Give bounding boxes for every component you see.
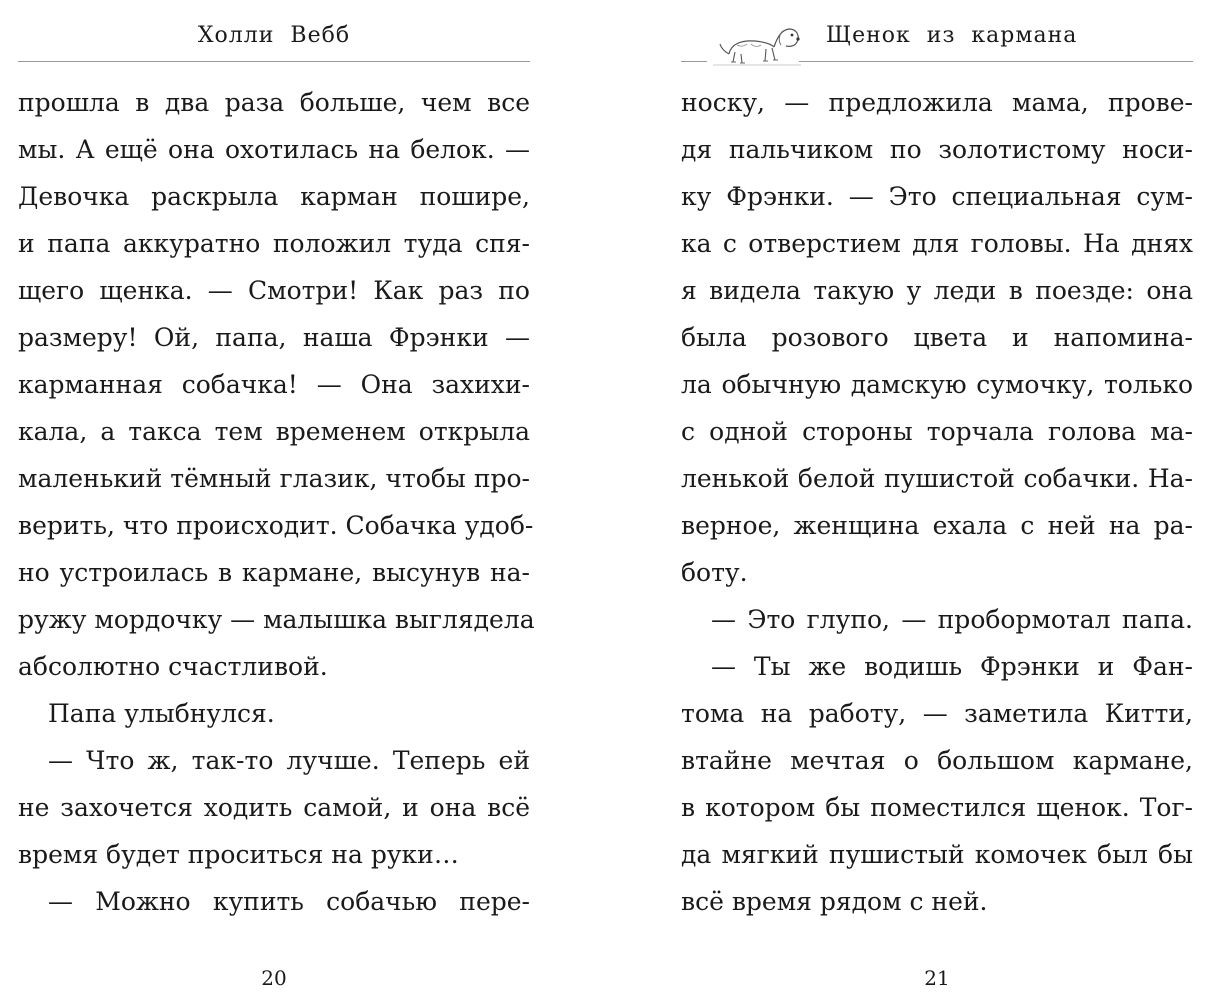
text-line: не захочется ходить самой, и она всё [18, 793, 530, 822]
paragraph-first-line: — Это глупо, — пробормотал папа. [711, 605, 1193, 634]
text-line: боту. [681, 558, 748, 587]
text-line: размеру! Ой, папа, наша Фрэнки — [18, 323, 530, 352]
text-line: ка с отверстием для головы. На днях [681, 229, 1193, 258]
right-body-text [681, 79, 1193, 925]
paragraph-first-line: — Ты же водишь Фрэнки и Фан- [711, 652, 1193, 681]
running-head-title: Щенок из кармана [826, 23, 1078, 48]
left-page [18, 0, 535, 1003]
paragraph-first-line: — Можно купить собачью пере- [48, 887, 530, 916]
page-number: 21 [924, 966, 950, 990]
text-line: ленькой белой пушистой собачки. На- [681, 464, 1193, 493]
text-line: ружу мордочку — малышка выглядела [18, 605, 535, 634]
text-line: время будет проситься на руки… [18, 840, 459, 869]
text-line: абсолютно счастливой. [18, 652, 328, 681]
running-head-author: Холли Вебб [197, 23, 351, 48]
text-line: дя пальчиком по золотистому носи- [681, 135, 1193, 164]
text-line: щего щенка. — Смотри! Как раз по [18, 276, 530, 305]
text-line: мы. А ещё она охотилась на белок. — [18, 135, 530, 164]
text-line: ла обычную дамскую сумочку, только [681, 370, 1193, 399]
text-line: всё время рядом с ней. [681, 887, 988, 916]
text-line: маленький тёмный глазик, чтобы про- [18, 464, 530, 493]
header-rule-left-segment [681, 61, 707, 62]
right-page [681, 0, 1193, 1003]
text-line: но устроилась в кармане, высунув на- [18, 558, 530, 587]
text-line: я видела такую у леди в поезде: она [681, 276, 1193, 305]
header-rule [18, 61, 530, 62]
text-line: верное, женщина ехала с ней на ра- [681, 511, 1193, 540]
text-line: ку Фрэнки. — Это специальная сум- [681, 182, 1193, 211]
text-line: в котором бы поместился щенок. Тог- [681, 793, 1193, 822]
text-line: карманная собачка! — Она захихи- [18, 370, 530, 399]
left-body-text [18, 79, 535, 925]
text-line: тома на работу, — заметила Китти, [681, 699, 1193, 728]
text-line: верить, что происходит. Собачка удоб- [18, 511, 534, 540]
paragraph-first-line: — Что ж, так-то лучше. Теперь ей [48, 746, 530, 775]
text-line: с одной стороны торчала голова ма- [681, 417, 1193, 446]
text-line: носку, — предложила мама, прове- [681, 88, 1193, 117]
text-line: да мягкий пушистый комочек был бы [681, 840, 1193, 869]
text-line: была розового цвета и напомина- [681, 323, 1193, 352]
text-line: Девочка раскрыла карман пошире, [18, 182, 530, 211]
text-line: втайне мечтая о большом кармане, [681, 746, 1193, 775]
text-line: прошла в два раза больше, чем все [18, 88, 530, 117]
paragraph-first-line: Папа улыбнулся. [48, 699, 275, 728]
page-number: 20 [261, 966, 287, 990]
header-rule-right-segment [799, 61, 1193, 62]
text-line: и папа аккуратно положил туда спя- [18, 229, 530, 258]
text-line: кала, а такса тем временем открыла [18, 417, 530, 446]
